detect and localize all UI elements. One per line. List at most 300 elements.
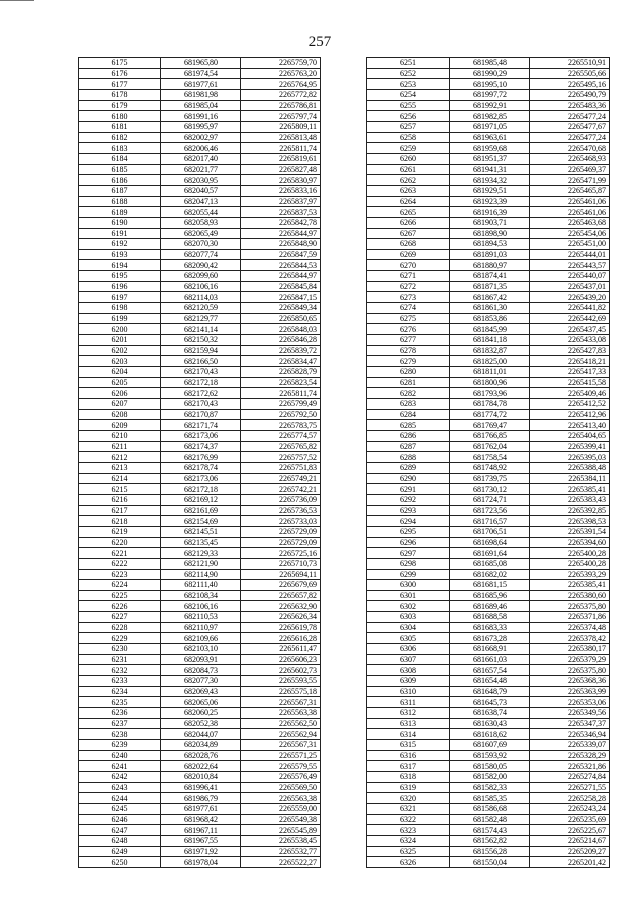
y-coordinate-cell: 2265363,99 <box>530 686 610 697</box>
x-coordinate-cell: 681784,78 <box>450 399 530 410</box>
point-number-cell: 6196 <box>79 281 161 292</box>
y-coordinate-cell: 2265729,09 <box>241 537 321 548</box>
table-row <box>367 100 610 111</box>
point-number-cell: 6316 <box>367 750 450 761</box>
table-row <box>79 79 321 90</box>
y-coordinate-cell: 2265214,67 <box>530 835 610 846</box>
y-coordinate-cell: 2265736,53 <box>241 505 321 516</box>
point-number-cell: 6220 <box>79 537 161 548</box>
y-coordinate-cell: 2265848,03 <box>241 324 321 335</box>
y-coordinate-cell: 2265380,17 <box>530 644 610 655</box>
y-coordinate-cell: 2265418,21 <box>530 356 610 367</box>
y-coordinate-cell: 2265379,29 <box>530 654 610 665</box>
point-number-cell: 6223 <box>79 569 161 580</box>
table-row <box>79 814 321 825</box>
y-coordinate-cell: 2265400,28 <box>530 558 610 569</box>
y-coordinate-cell: 2265764,95 <box>241 79 321 90</box>
y-coordinate-cell: 2265380,60 <box>530 590 610 601</box>
y-coordinate-cell: 2265563,38 <box>241 708 321 719</box>
table-row <box>79 697 321 708</box>
point-number-cell: 6183 <box>79 143 161 154</box>
y-coordinate-cell: 2265538,45 <box>241 835 321 846</box>
table-row <box>367 686 610 697</box>
table-row <box>79 569 321 580</box>
table-row <box>79 718 321 729</box>
x-coordinate-cell: 682170,43 <box>161 367 241 378</box>
table-row <box>367 548 610 559</box>
y-coordinate-cell: 2265632,90 <box>241 601 321 612</box>
point-number-cell: 6267 <box>367 228 450 239</box>
table-row <box>79 580 321 591</box>
y-coordinate-cell: 2265710,73 <box>241 558 321 569</box>
y-coordinate-cell: 2265235,69 <box>530 814 610 825</box>
x-coordinate-cell: 681574,43 <box>450 825 530 836</box>
x-coordinate-cell: 682129,33 <box>161 548 241 559</box>
point-number-cell: 6317 <box>367 761 450 772</box>
y-coordinate-cell: 2265385,41 <box>530 580 610 591</box>
table-row <box>79 644 321 655</box>
table-row <box>79 132 321 143</box>
point-number-cell: 6226 <box>79 601 161 612</box>
point-number-cell: 6178 <box>79 89 161 100</box>
point-number-cell: 6221 <box>79 548 161 559</box>
table-row <box>79 654 321 665</box>
table-row <box>79 612 321 623</box>
y-coordinate-cell: 2265611,47 <box>241 644 321 655</box>
table-row <box>367 505 610 516</box>
point-number-cell: 6297 <box>367 548 450 559</box>
point-number-cell: 6246 <box>79 814 161 825</box>
y-coordinate-cell: 2265353,06 <box>530 697 610 708</box>
x-coordinate-cell: 682109,66 <box>161 633 241 644</box>
table-row <box>367 345 610 356</box>
y-coordinate-cell: 2265813,48 <box>241 132 321 143</box>
table-row <box>367 676 610 687</box>
y-coordinate-cell: 2265563,38 <box>241 793 321 804</box>
point-number-cell: 6188 <box>79 196 161 207</box>
table-row <box>367 771 610 782</box>
table-row <box>367 793 610 804</box>
table-row <box>367 335 610 346</box>
y-coordinate-cell: 2265725,16 <box>241 548 321 559</box>
point-number-cell: 6176 <box>79 68 161 79</box>
x-coordinate-cell: 682021,77 <box>161 164 241 175</box>
table-row <box>79 590 321 601</box>
point-number-cell: 6203 <box>79 356 161 367</box>
point-number-cell: 6182 <box>79 132 161 143</box>
table-row <box>79 526 321 537</box>
table-row <box>367 484 610 495</box>
table-row <box>79 313 321 324</box>
point-number-cell: 6204 <box>79 367 161 378</box>
point-number-cell: 6265 <box>367 207 450 218</box>
x-coordinate-cell: 682161,69 <box>161 505 241 516</box>
y-coordinate-cell: 2265490,79 <box>530 89 610 100</box>
table-row <box>367 260 610 271</box>
x-coordinate-cell: 681903,71 <box>450 217 530 228</box>
table-row <box>79 271 321 282</box>
point-number-cell: 6195 <box>79 271 161 282</box>
x-coordinate-cell: 681716,57 <box>450 516 530 527</box>
table-row <box>367 143 610 154</box>
y-coordinate-cell: 2265437,01 <box>530 281 610 292</box>
point-number-cell: 6298 <box>367 558 450 569</box>
point-number-cell: 6238 <box>79 729 161 740</box>
coordinates-table-left-body <box>79 58 321 868</box>
table-row <box>367 324 610 335</box>
x-coordinate-cell: 681832,87 <box>450 345 530 356</box>
x-coordinate-cell: 681657,54 <box>450 665 530 676</box>
x-coordinate-cell: 682170,87 <box>161 409 241 420</box>
point-number-cell: 6292 <box>367 494 450 505</box>
point-number-cell: 6175 <box>79 58 161 69</box>
table-row <box>367 409 610 420</box>
point-number-cell: 6280 <box>367 367 450 378</box>
point-number-cell: 6283 <box>367 399 450 410</box>
table-row <box>367 79 610 90</box>
x-coordinate-cell: 681951,37 <box>450 153 530 164</box>
table-row <box>79 281 321 292</box>
y-coordinate-cell: 2265477,24 <box>530 111 610 122</box>
point-number-cell: 6279 <box>367 356 450 367</box>
y-coordinate-cell: 2265736,09 <box>241 494 321 505</box>
x-coordinate-cell: 681688,58 <box>450 612 530 623</box>
point-number-cell: 6281 <box>367 377 450 388</box>
y-coordinate-cell: 2265837,53 <box>241 207 321 218</box>
x-coordinate-cell: 682103,10 <box>161 644 241 655</box>
x-coordinate-cell: 681724,71 <box>450 494 530 505</box>
point-number-cell: 6291 <box>367 484 450 495</box>
y-coordinate-cell: 2265827,48 <box>241 164 321 175</box>
table-row <box>79 164 321 175</box>
x-coordinate-cell: 682154,69 <box>161 516 241 527</box>
x-coordinate-cell: 681748,92 <box>450 462 530 473</box>
point-number-cell: 6302 <box>367 601 450 612</box>
point-number-cell: 6323 <box>367 825 450 836</box>
y-coordinate-cell: 2265375,80 <box>530 601 610 612</box>
point-number-cell: 6288 <box>367 452 450 463</box>
point-number-cell: 6214 <box>79 473 161 484</box>
x-coordinate-cell: 682055,44 <box>161 207 241 218</box>
table-row <box>79 761 321 772</box>
point-number-cell: 6229 <box>79 633 161 644</box>
y-coordinate-cell: 2265759,70 <box>241 58 321 69</box>
y-coordinate-cell: 2265833,16 <box>241 185 321 196</box>
x-coordinate-cell: 681638,74 <box>450 708 530 719</box>
point-number-cell: 6310 <box>367 686 450 697</box>
y-coordinate-cell: 2265567,31 <box>241 740 321 751</box>
y-coordinate-cell: 2265549,38 <box>241 814 321 825</box>
point-number-cell: 6232 <box>79 665 161 676</box>
x-coordinate-cell: 681991,16 <box>161 111 241 122</box>
table-row <box>79 356 321 367</box>
y-coordinate-cell: 2265792,50 <box>241 409 321 420</box>
y-coordinate-cell: 2265385,41 <box>530 484 610 495</box>
table-row <box>79 793 321 804</box>
x-coordinate-cell: 681968,42 <box>161 814 241 825</box>
point-number-cell: 6194 <box>79 260 161 271</box>
scan-edge-mark <box>0 0 34 6</box>
table-row <box>79 782 321 793</box>
table-row <box>367 121 610 132</box>
point-number-cell: 6275 <box>367 313 450 324</box>
point-number-cell: 6290 <box>367 473 450 484</box>
y-coordinate-cell: 2265842,78 <box>241 217 321 228</box>
table-row <box>79 399 321 410</box>
y-coordinate-cell: 2265797,74 <box>241 111 321 122</box>
point-number-cell: 6262 <box>367 175 450 186</box>
y-coordinate-cell: 2265393,29 <box>530 569 610 580</box>
x-coordinate-cell: 681769,47 <box>450 420 530 431</box>
y-coordinate-cell: 2265834,47 <box>241 356 321 367</box>
point-number-cell: 6274 <box>367 303 450 314</box>
x-coordinate-cell: 681689,46 <box>450 601 530 612</box>
point-number-cell: 6228 <box>79 622 161 633</box>
point-number-cell: 6241 <box>79 761 161 772</box>
y-coordinate-cell: 2265477,24 <box>530 132 610 143</box>
point-number-cell: 6293 <box>367 505 450 516</box>
point-number-cell: 6303 <box>367 612 450 623</box>
point-number-cell: 6216 <box>79 494 161 505</box>
point-number-cell: 6314 <box>367 729 450 740</box>
y-coordinate-cell: 2265243,24 <box>530 803 610 814</box>
x-coordinate-cell: 681582,33 <box>450 782 530 793</box>
table-row <box>367 665 610 676</box>
x-coordinate-cell: 682040,57 <box>161 185 241 196</box>
point-number-cell: 6312 <box>367 708 450 719</box>
point-number-cell: 6252 <box>367 68 450 79</box>
x-coordinate-cell: 681880,97 <box>450 260 530 271</box>
point-number-cell: 6257 <box>367 121 450 132</box>
x-coordinate-cell: 681841,18 <box>450 335 530 346</box>
x-coordinate-cell: 682106,16 <box>161 601 241 612</box>
table-row <box>79 217 321 228</box>
point-number-cell: 6240 <box>79 750 161 761</box>
table-row <box>79 825 321 836</box>
y-coordinate-cell: 2265349,56 <box>530 708 610 719</box>
point-number-cell: 6205 <box>79 377 161 388</box>
point-number-cell: 6306 <box>367 644 450 655</box>
x-coordinate-cell: 681580,05 <box>450 761 530 772</box>
point-number-cell: 6259 <box>367 143 450 154</box>
point-number-cell: 6185 <box>79 164 161 175</box>
point-number-cell: 6258 <box>367 132 450 143</box>
x-coordinate-cell: 681681,15 <box>450 580 530 591</box>
table-row <box>79 377 321 388</box>
table-row <box>79 196 321 207</box>
table-row <box>79 324 321 335</box>
x-coordinate-cell: 682022,64 <box>161 761 241 772</box>
point-number-cell: 6243 <box>79 782 161 793</box>
table-row <box>367 430 610 441</box>
x-coordinate-cell: 681986,79 <box>161 793 241 804</box>
x-coordinate-cell: 681965,80 <box>161 58 241 69</box>
point-number-cell: 6318 <box>367 771 450 782</box>
table-row <box>367 729 610 740</box>
x-coordinate-cell: 681996,41 <box>161 782 241 793</box>
x-coordinate-cell: 682070,30 <box>161 239 241 250</box>
point-number-cell: 6251 <box>367 58 450 69</box>
table-row <box>79 771 321 782</box>
x-coordinate-cell: 681971,05 <box>450 121 530 132</box>
point-number-cell: 6231 <box>79 654 161 665</box>
x-coordinate-cell: 682077,30 <box>161 676 241 687</box>
table-row <box>79 516 321 527</box>
x-coordinate-cell: 681685,08 <box>450 558 530 569</box>
x-coordinate-cell: 681698,64 <box>450 537 530 548</box>
y-coordinate-cell: 2265495,16 <box>530 79 610 90</box>
table-row <box>367 846 610 857</box>
table-row <box>367 494 610 505</box>
point-number-cell: 6315 <box>367 740 450 751</box>
point-number-cell: 6325 <box>367 846 450 857</box>
y-coordinate-cell: 2265593,55 <box>241 676 321 687</box>
table-row <box>367 537 610 548</box>
y-coordinate-cell: 2265751,83 <box>241 462 321 473</box>
y-coordinate-cell: 2265559,00 <box>241 803 321 814</box>
y-coordinate-cell: 2265437,45 <box>530 324 610 335</box>
y-coordinate-cell: 2265657,82 <box>241 590 321 601</box>
table-row <box>79 633 321 644</box>
x-coordinate-cell: 681645,73 <box>450 697 530 708</box>
point-number-cell: 6308 <box>367 665 450 676</box>
y-coordinate-cell: 2265399,41 <box>530 441 610 452</box>
y-coordinate-cell: 2265388,48 <box>530 462 610 473</box>
y-coordinate-cell: 2265619,78 <box>241 622 321 633</box>
y-coordinate-cell: 2265839,72 <box>241 345 321 356</box>
y-coordinate-cell: 2265400,28 <box>530 548 610 559</box>
y-coordinate-cell: 2265470,68 <box>530 143 610 154</box>
point-number-cell: 6200 <box>79 324 161 335</box>
x-coordinate-cell: 681661,03 <box>450 654 530 665</box>
y-coordinate-cell: 2265398,53 <box>530 516 610 527</box>
table-row <box>367 697 610 708</box>
y-coordinate-cell: 2265809,11 <box>241 121 321 132</box>
x-coordinate-cell: 681959,68 <box>450 143 530 154</box>
point-number-cell: 6295 <box>367 526 450 537</box>
y-coordinate-cell: 2265392,85 <box>530 505 610 516</box>
table-row <box>79 548 321 559</box>
coordinates-table-left <box>78 57 321 868</box>
point-number-cell: 6289 <box>367 462 450 473</box>
x-coordinate-cell: 681891,03 <box>450 249 530 260</box>
table-row <box>79 835 321 846</box>
point-number-cell: 6322 <box>367 814 450 825</box>
coordinates-table-right-body <box>367 58 610 868</box>
y-coordinate-cell: 2265848,90 <box>241 239 321 250</box>
table-row <box>79 143 321 154</box>
x-coordinate-cell: 681683,33 <box>450 622 530 633</box>
table-row <box>367 590 610 601</box>
table-row <box>367 814 610 825</box>
point-number-cell: 6201 <box>79 335 161 346</box>
x-coordinate-cell: 681618,62 <box>450 729 530 740</box>
table-row <box>367 313 610 324</box>
y-coordinate-cell: 2265562,94 <box>241 729 321 740</box>
y-coordinate-cell: 2265454,06 <box>530 228 610 239</box>
point-number-cell: 6266 <box>367 217 450 228</box>
y-coordinate-cell: 2265441,82 <box>530 303 610 314</box>
table-row <box>79 846 321 857</box>
y-coordinate-cell: 2265799,49 <box>241 399 321 410</box>
point-number-cell: 6311 <box>367 697 450 708</box>
x-coordinate-cell: 682173,06 <box>161 430 241 441</box>
table-row <box>79 708 321 719</box>
table-row <box>367 835 610 846</box>
point-number-cell: 6278 <box>367 345 450 356</box>
table-row <box>79 452 321 463</box>
point-number-cell: 6270 <box>367 260 450 271</box>
point-number-cell: 6319 <box>367 782 450 793</box>
table-row <box>367 207 610 218</box>
y-coordinate-cell: 2265811,74 <box>241 143 321 154</box>
x-coordinate-cell: 681582,48 <box>450 814 530 825</box>
y-coordinate-cell: 2265845,84 <box>241 281 321 292</box>
x-coordinate-cell: 682044,07 <box>161 729 241 740</box>
y-coordinate-cell: 2265468,93 <box>530 153 610 164</box>
x-coordinate-cell: 682110,53 <box>161 612 241 623</box>
x-coordinate-cell: 681685,96 <box>450 590 530 601</box>
y-coordinate-cell: 2265412,96 <box>530 409 610 420</box>
x-coordinate-cell: 681967,11 <box>161 825 241 836</box>
point-number-cell: 6219 <box>79 526 161 537</box>
y-coordinate-cell: 2265783,75 <box>241 420 321 431</box>
point-number-cell: 6198 <box>79 303 161 314</box>
x-coordinate-cell: 681706,51 <box>450 526 530 537</box>
x-coordinate-cell: 682028,76 <box>161 750 241 761</box>
point-number-cell: 6250 <box>79 857 161 868</box>
x-coordinate-cell: 682065,06 <box>161 697 241 708</box>
point-number-cell: 6305 <box>367 633 450 644</box>
x-coordinate-cell: 681967,55 <box>161 835 241 846</box>
point-number-cell: 6299 <box>367 569 450 580</box>
x-coordinate-cell: 681550,04 <box>450 857 530 868</box>
table-row <box>79 484 321 495</box>
x-coordinate-cell: 681963,61 <box>450 132 530 143</box>
x-coordinate-cell: 681985,48 <box>450 58 530 69</box>
x-coordinate-cell: 682111,40 <box>161 580 241 591</box>
point-number-cell: 6193 <box>79 249 161 260</box>
y-coordinate-cell: 2265562,50 <box>241 718 321 729</box>
x-coordinate-cell: 682030,95 <box>161 175 241 186</box>
x-coordinate-cell: 681585,35 <box>450 793 530 804</box>
x-coordinate-cell: 682060,25 <box>161 708 241 719</box>
x-coordinate-cell: 682106,16 <box>161 281 241 292</box>
y-coordinate-cell: 2265374,48 <box>530 622 610 633</box>
point-number-cell: 6215 <box>79 484 161 495</box>
x-coordinate-cell: 682169,12 <box>161 494 241 505</box>
y-coordinate-cell: 2265847,59 <box>241 249 321 260</box>
table-row <box>79 505 321 516</box>
x-coordinate-cell: 682135,45 <box>161 537 241 548</box>
x-coordinate-cell: 682052,38 <box>161 718 241 729</box>
x-coordinate-cell: 682150,32 <box>161 335 241 346</box>
point-number-cell: 6326 <box>367 857 450 868</box>
table-row <box>367 292 610 303</box>
point-number-cell: 6224 <box>79 580 161 591</box>
page-number: 257 <box>308 34 332 50</box>
table-row <box>367 601 610 612</box>
point-number-cell: 6256 <box>367 111 450 122</box>
point-number-cell: 6300 <box>367 580 450 591</box>
point-number-cell: 6272 <box>367 281 450 292</box>
point-number-cell: 6222 <box>79 558 161 569</box>
table-row <box>79 740 321 751</box>
table-row <box>367 217 610 228</box>
x-coordinate-cell: 682058,93 <box>161 217 241 228</box>
table-row <box>79 367 321 378</box>
y-coordinate-cell: 2265694,11 <box>241 569 321 580</box>
